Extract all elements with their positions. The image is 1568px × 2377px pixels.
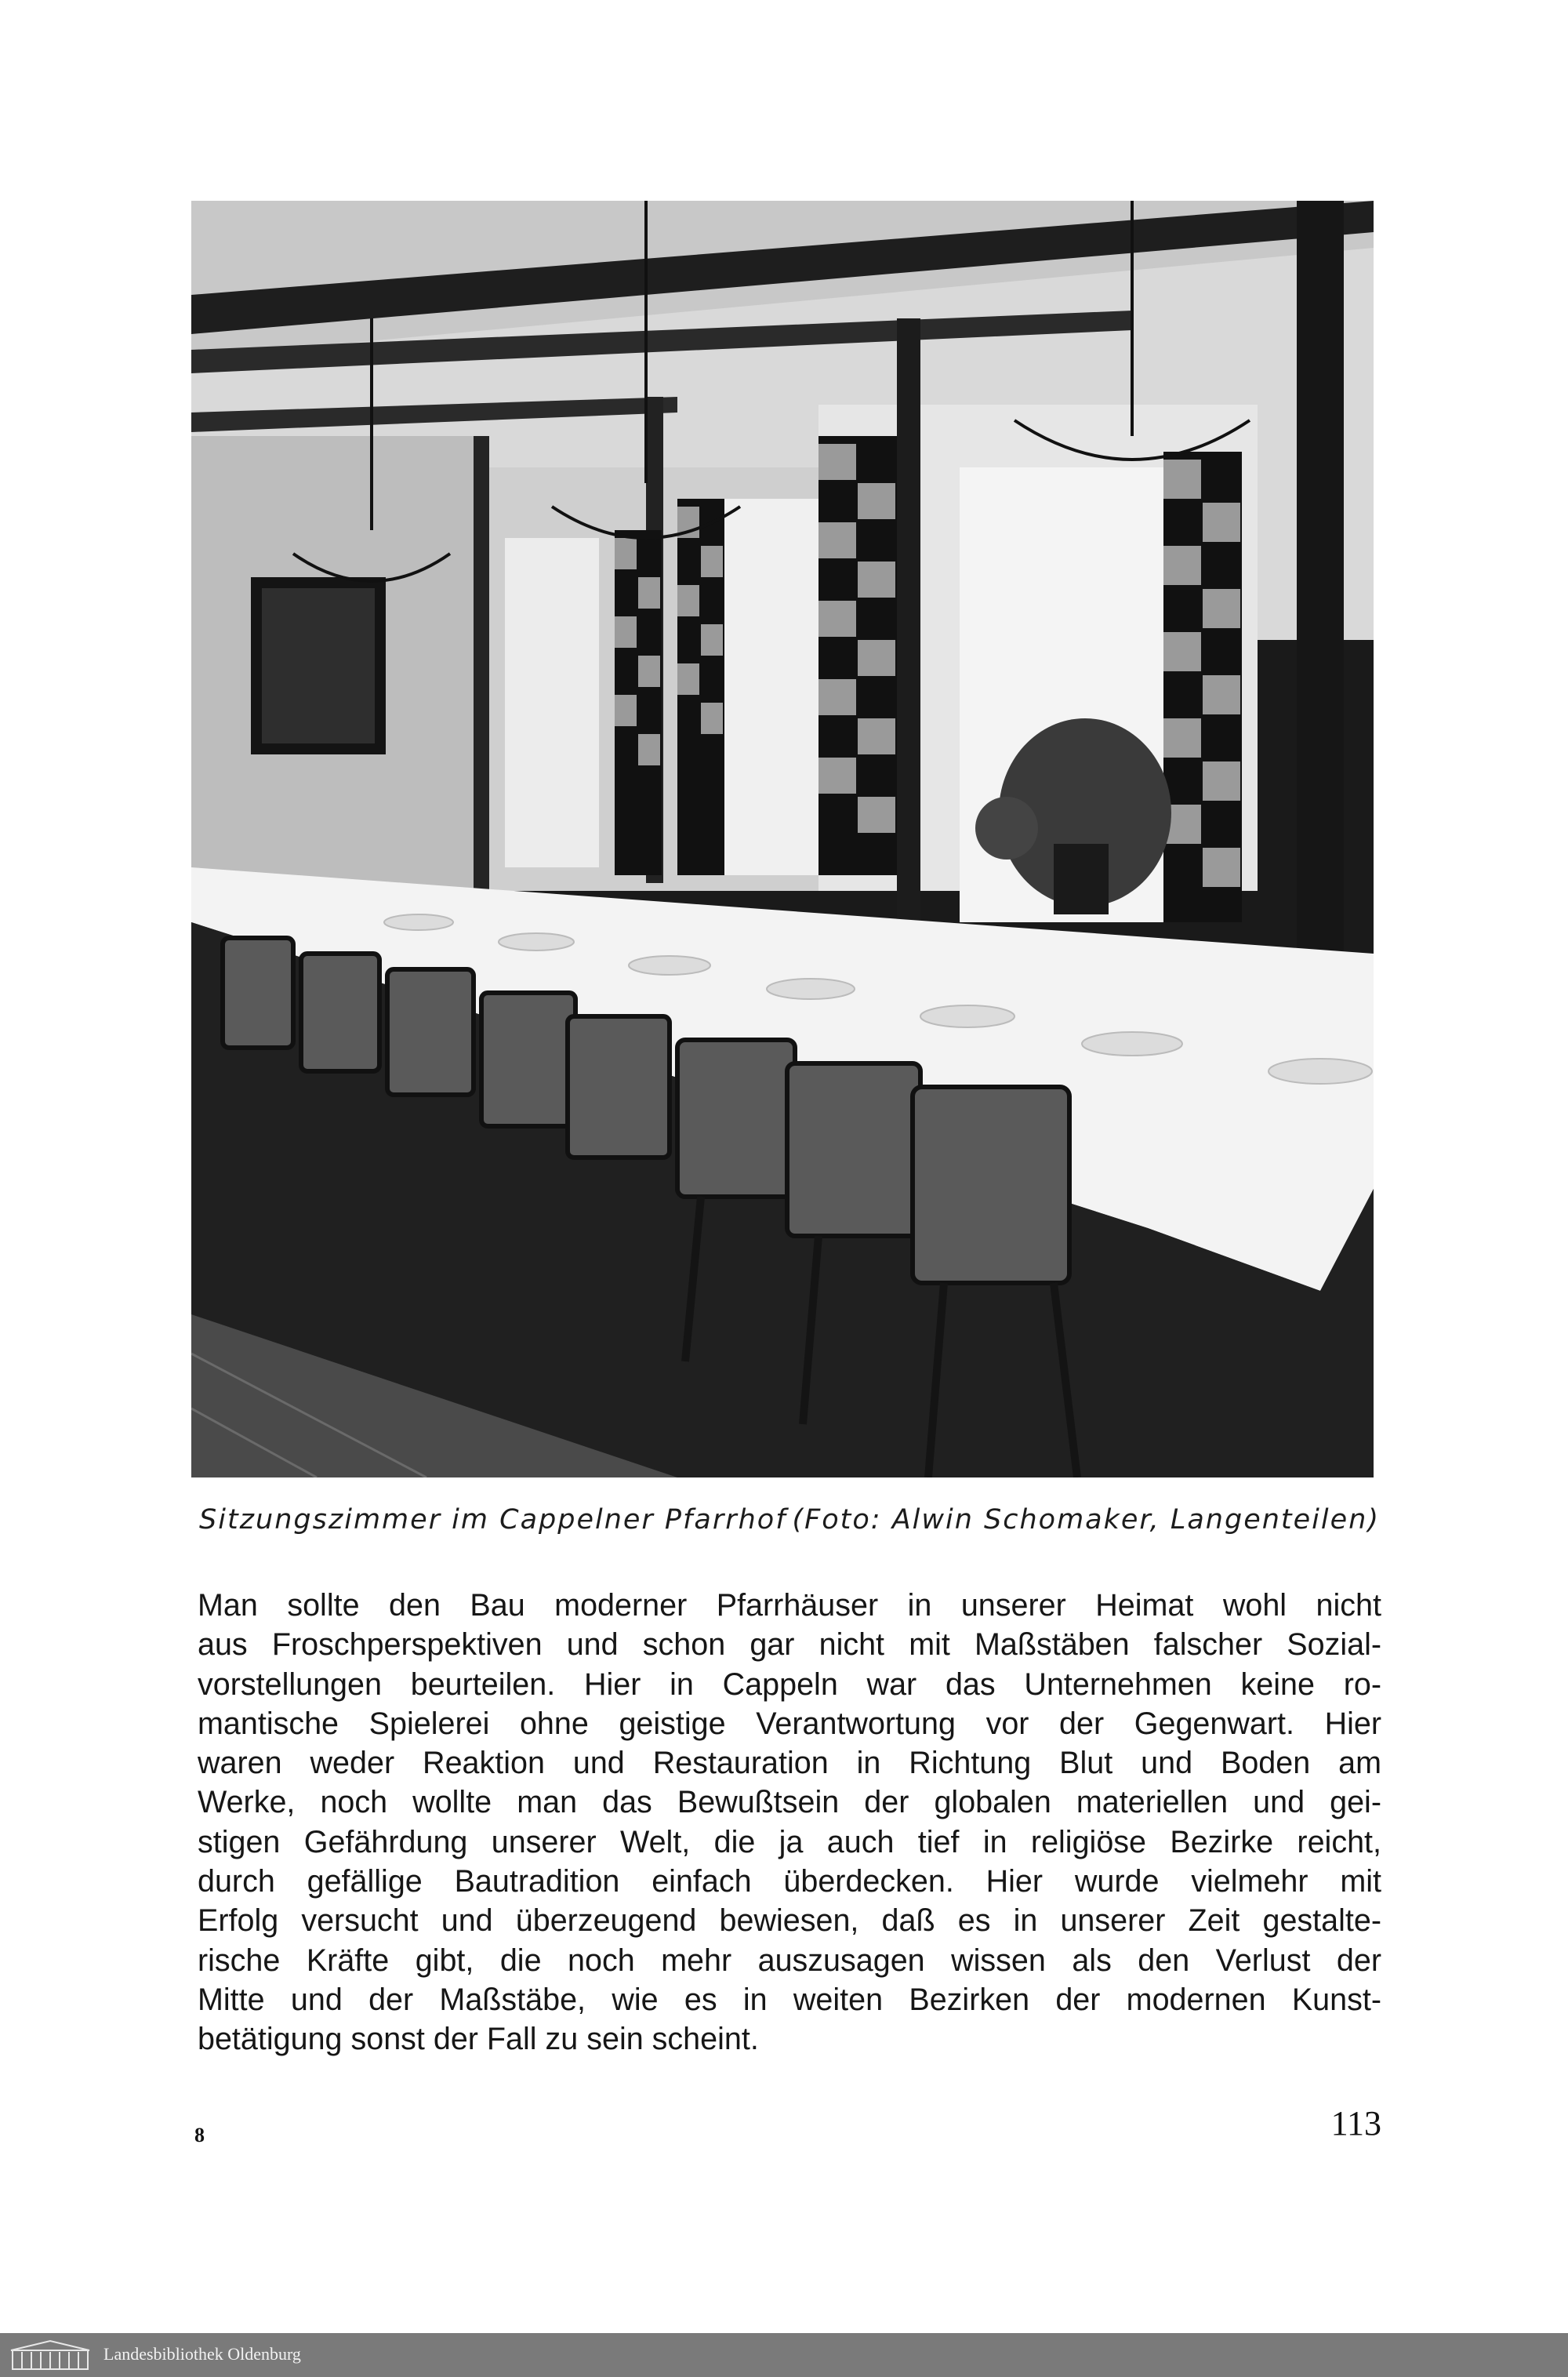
body-line: mantische Spielerei ohne geistige Verantwortung vor der Gegenwart. Hier: [198, 1706, 1381, 1741]
body-line: waren weder Reaktion und Restauration in Richtung Blut und Boden am: [198, 1746, 1381, 1781]
body-line: durch gefällige Bautradition einfach überdecken. Hier wurde vielmehr mit: [198, 1864, 1381, 1899]
body-line: rische Kräfte gibt, die noch mehr auszusagen wissen als den Verlust der: [198, 1943, 1381, 1978]
body-line: Mitte und der Maßstäbe, wie es in weiten Bezirken der modernen Kunst-: [198, 1982, 1381, 2017]
meeting-room-photo: [191, 201, 1374, 1477]
page-number: 113: [1330, 2104, 1381, 2143]
body-paragraph: [198, 1586, 1381, 2059]
body-line: Werke, noch wollte man das Bewußtsein der globalen materiellen und gei-: [198, 1785, 1381, 1820]
library-building-icon: [5, 2338, 96, 2372]
caption-title: Sitzungszimmer im Cappelner Pfarrhof: [199, 1504, 787, 1536]
body-line: aus Froschperspektiven und schon gar nicht mit Maßstäben falscher Sozial-: [198, 1627, 1381, 1663]
library-footer: [0, 2333, 1568, 2377]
photo-caption: [199, 1504, 1380, 1543]
signature-mark: 8: [194, 2124, 205, 2146]
body-line: betätigung sonst der Fall zu sein scheint.: [198, 2022, 759, 2057]
body-line: Erfolg versucht und überzeugend bewiesen, daß es in unserer Zeit gestalte-: [198, 1903, 1381, 1939]
caption-credit: (Foto: Alwin Schomaker, Langenteilen): [792, 1504, 1380, 1536]
body-line: vorstellungen beurteilen. Hier in Cappeln war das Unternehmen keine ro-: [198, 1666, 1381, 1702]
body-line: stigen Gefährdung unserer Welt, die ja auch tief in religiöse Bezirke reicht,: [198, 1824, 1381, 1859]
library-name: Landesbibliothek Oldenburg: [103, 2344, 301, 2364]
photo-illustration: [191, 201, 1374, 1477]
body-line: Man sollte den Bau moderner Pfarrhäuser in unserer Heimat wohl nicht: [198, 1588, 1381, 1623]
